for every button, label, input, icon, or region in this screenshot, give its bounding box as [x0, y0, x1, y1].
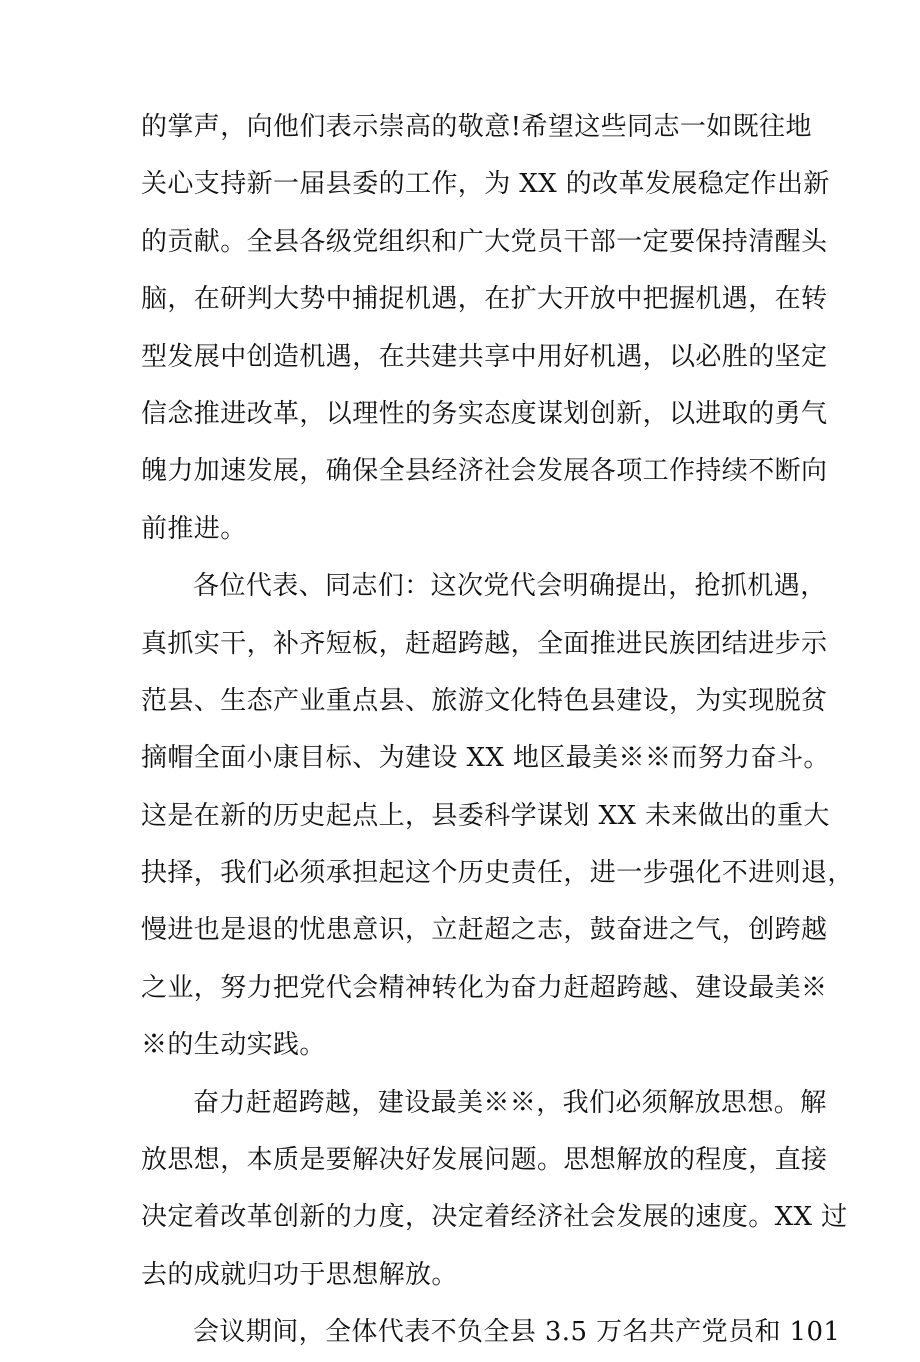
text-line: 脑，在研判大势中捕捉机遇，在扩大开放中把握机遇，在转: [141, 284, 828, 315]
text-line: 关心支持新一届县委的工作，为 XX 的改革发展稳定作出新: [141, 169, 830, 200]
text-line: 抉择，我们必须承担起这个历史责任，进一步强化不进则退，: [141, 858, 854, 889]
paragraph-2: [141, 558, 854, 1075]
text-line: 前推进。: [141, 513, 247, 544]
text-line: 范县、生态产业重点县、旅游文化特色县建设，为实现脱贫: [141, 685, 828, 716]
paragraph-3: [141, 1075, 848, 1305]
text-line: 真抓实干，补齐短板，赶超跨越，全面推进民族团结进步示: [141, 628, 828, 659]
text-line: 摘帽全面小康目标、为建设 XX 地区最美※※而努力奋斗。: [141, 743, 830, 774]
text-line: 这是在新的历史起点上，县委科学谋划 XX 未来做出的重大: [141, 800, 830, 831]
text-line: 型发展中创造机遇，在共建共享中用好机遇，以必胜的坚定: [141, 341, 828, 372]
text-line: 的贡献。全县各级党组织和广大党员干部一定要保持清醒头: [141, 226, 828, 257]
paragraph-4: [141, 1304, 841, 1361]
text-line: 会议期间，全体代表不负全县 3.5 万名共产党员和 101: [193, 1317, 841, 1348]
text-line: 慢进也是退的忧患意识，立赶超之志，鼓奋进之气，创跨越: [141, 915, 828, 946]
paragraph-1: [141, 99, 830, 558]
text-line: 的掌声，向他们表示崇高的敬意!希望这些同志一如既往地: [141, 112, 812, 142]
text-line: 魄力加速发展，确保全县经济社会发展各项工作持续不断向: [141, 456, 828, 487]
text-line: 奋力赶超跨越，建设最美※※，我们必须解放思想。解: [193, 1087, 827, 1118]
body-text: [141, 99, 854, 1362]
text-line: 去的成就归功于思想解放。: [141, 1259, 458, 1290]
text-line: 信念推进改革，以理性的务实态度谋划创新，以进取的勇气: [141, 398, 828, 429]
text-line: 决定着改革创新的力度，决定着经济社会发展的速度。XX 过: [141, 1202, 848, 1233]
text-line: ※的生动实践。: [141, 1030, 326, 1061]
text-line: 之业，努力把党代会精神转化为奋力赶超跨越、建设最美※: [141, 972, 828, 1003]
text-line: 放思想，本质是要解决好发展问题。思想解放的程度，直接: [141, 1145, 828, 1176]
text-line: 各位代表、同志们：这次党代会明确提出，抢抓机遇，: [193, 571, 827, 602]
